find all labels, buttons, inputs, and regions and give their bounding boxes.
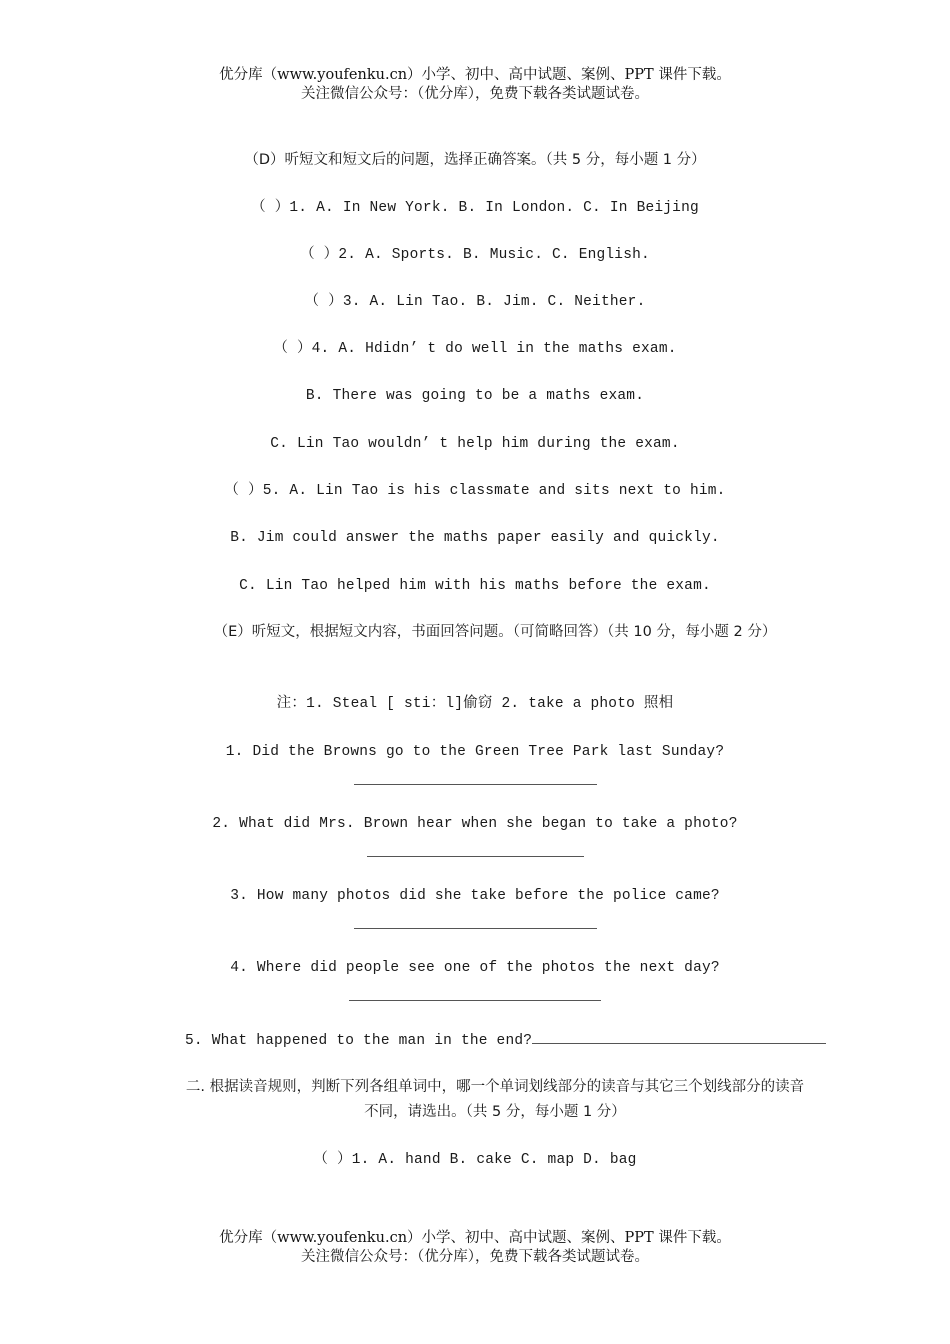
answer-blank-3[interactable] — [354, 928, 597, 929]
section-d-question-5-option-c: C. Lin Tao helped him with his maths before the exam. — [239, 578, 711, 594]
answer-blank-5[interactable] — [532, 1031, 826, 1044]
section-d-question-3: （ ）3. A. Lin Tao. B. Jim. C. Neither. — [304, 294, 646, 310]
section-e-question-1: 1. Did the Browns go to the Green Tree Park last Sunday? — [225, 744, 725, 760]
answer-blank-2[interactable] — [367, 856, 584, 857]
page-footer-line-1: 优分库（www.youfenku.cn）小学、初中、高中试题、案例、PPT 课件下载。 — [219, 1230, 731, 1246]
section-d-question-5-option-a: （ ）5. A. Lin Tao is his classmate and sits next to him. — [224, 483, 726, 499]
section-e-note: 注：1. Steal [ sti：l]偷窃 2. take a photo 照相 — [276, 696, 674, 712]
page-header-line-1: 优分库（www.youfenku.cn）小学、初中、高中试题、案例、PPT 课件下载。 — [219, 67, 731, 83]
section-e-title: （E）听短文，根据短文内容，书面回答问题。（可简略回答）（共 10 分，每小题 2 分） — [213, 624, 777, 640]
section-two-question-1: （ ）1. A. hand B. cake C. map D. bag — [313, 1152, 637, 1168]
section-two-title: 二. 根据读音规则，判断下列各组单词中，哪一个单词划线部分的读音与其它三个划线部分的读音不同，请选出。（共 5 分，每小题 1 分） — [185, 1079, 805, 1120]
section-d-title: （D）听短文和短文后的问题，选择正确答案。（共 5 分，每小题 1 分） — [244, 152, 706, 168]
answer-blank-4[interactable] — [349, 1000, 601, 1001]
page-footer-line-2: 关注微信公众号：（优分库），免费下载各类试题试卷。 — [301, 1249, 649, 1265]
section-d-question-5-option-b: B. Jim could answer the maths paper easily and quickly. — [230, 530, 720, 546]
section-e-question-3: 3. How many photos did she take before the police came? — [230, 888, 720, 904]
section-d-question-2: （ ）2. A. Sports. B. Music. C. English. — [300, 247, 650, 263]
section-d-question-4-option-c: C. Lin Tao wouldn’ t help him during the exam. — [270, 436, 680, 452]
page-header-line-2: 关注微信公众号：（优分库），免费下载各类试题试卷。 — [301, 86, 649, 102]
answer-blank-1[interactable] — [354, 784, 597, 785]
section-d-question-4-option-a: （ ）4. A. Hdidn’ t do well in the maths exam. — [273, 341, 677, 357]
section-e-question-4: 4. Where did people see one of the photos the next day? — [230, 960, 720, 976]
section-e-question-5: 5. What happened to the man in the end? — [185, 1033, 533, 1049]
section-d-question-1: （ ）1. A. In New York. B. In London. C. In Beijing — [251, 200, 699, 216]
section-d-question-4-option-b: B. There was going to be a maths exam. — [305, 388, 645, 404]
section-e-question-5-row — [185, 1031, 805, 1051]
section-e-question-2: 2. What did Mrs. Brown hear when she began to take a photo? — [212, 816, 738, 832]
